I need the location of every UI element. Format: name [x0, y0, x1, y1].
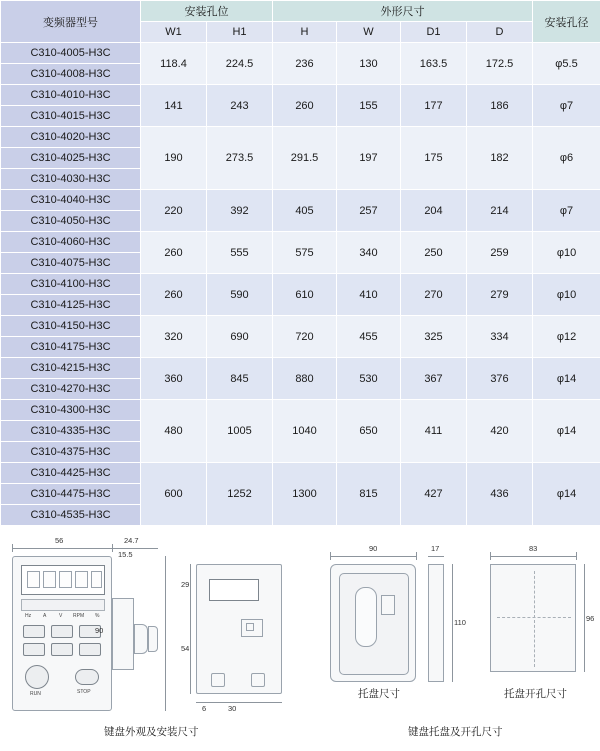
cell-model: C310-4010-H3C — [1, 85, 141, 106]
header-model: 变频器型号 — [1, 1, 141, 43]
dim-tray-h: 110 — [454, 618, 466, 627]
tray-window — [355, 587, 377, 647]
keypad-tray-side-view — [428, 564, 444, 682]
cell-d: 334 — [467, 316, 533, 358]
cell-d1: 204 — [401, 190, 467, 232]
caption-keypad-left: 键盘外观及安装尺寸 — [104, 724, 199, 739]
table-row — [1, 232, 600, 253]
cell-hole-diameter: φ14 — [533, 358, 600, 400]
cell-d: 182 — [467, 127, 533, 190]
cell-model: C310-4375-H3C — [1, 442, 141, 463]
cell-d: 279 — [467, 274, 533, 316]
cell-h1: 555 — [207, 232, 273, 274]
dim-hole-w: 83 — [529, 544, 537, 553]
cell-w: 455 — [337, 316, 401, 358]
plate-window — [209, 579, 259, 601]
table-row — [1, 400, 600, 421]
table-row — [1, 274, 600, 295]
cell-model: C310-4060-H3C — [1, 232, 141, 253]
cell-w1: 190 — [141, 127, 207, 190]
cell-w1: 141 — [141, 85, 207, 127]
key-right[interactable] — [79, 643, 101, 656]
cell-d1: 367 — [401, 358, 467, 400]
cell-model: C310-4175-H3C — [1, 337, 141, 358]
table-row — [1, 316, 600, 337]
caption-keypad-right: 键盘托盘及开孔尺寸 — [408, 724, 503, 739]
dim-plate-h2: 54 — [181, 644, 189, 653]
cell-model: C310-4075-H3C — [1, 253, 141, 274]
cell-d1: 325 — [401, 316, 467, 358]
table-group-header-row — [1, 1, 600, 22]
header-hole-diameter: 安装孔径 — [533, 1, 600, 43]
table-row — [1, 463, 600, 484]
cell-model: C310-4025-H3C — [1, 148, 141, 169]
key-left[interactable] — [51, 643, 73, 656]
cell-model: C310-4008-H3C — [1, 64, 141, 85]
table-row — [1, 358, 600, 379]
cell-h1: 273.5 — [207, 127, 273, 190]
dim-keypad-depth2: 15.5 — [118, 550, 133, 559]
keypad-unit-indicators — [21, 599, 105, 611]
tray-notch — [381, 595, 395, 615]
cell-model: C310-4215-H3C — [1, 358, 141, 379]
subheader-d1: D1 — [401, 22, 467, 43]
cell-w: 815 — [337, 463, 401, 526]
cell-h: 1040 — [273, 400, 337, 463]
dim-tray-depth: 17 — [431, 544, 439, 553]
cell-h1: 590 — [207, 274, 273, 316]
cell-model: C310-4050-H3C — [1, 211, 141, 232]
key-mode[interactable] — [51, 625, 73, 638]
cell-d1: 163.5 — [401, 43, 467, 85]
cell-d: 172.5 — [467, 43, 533, 85]
cell-d: 420 — [467, 400, 533, 463]
cell-w: 530 — [337, 358, 401, 400]
cell-model: C310-4535-H3C — [1, 505, 141, 526]
plate-bottom-tab-2 — [251, 673, 265, 687]
cell-h: 610 — [273, 274, 337, 316]
cell-h: 236 — [273, 43, 337, 85]
cell-h: 1300 — [273, 463, 337, 526]
subheader-h1: H1 — [207, 22, 273, 43]
subheader-h: H — [273, 22, 337, 43]
cell-d: 376 — [467, 358, 533, 400]
cell-model: C310-4125-H3C — [1, 295, 141, 316]
table-row — [1, 127, 600, 148]
cell-h1: 1252 — [207, 463, 273, 526]
cell-hole-diameter: φ7 — [533, 85, 600, 127]
dim-plate-b2: 30 — [228, 704, 236, 713]
cell-w1: 600 — [141, 463, 207, 526]
cell-model: C310-4030-H3C — [1, 169, 141, 190]
cell-d: 186 — [467, 85, 533, 127]
cell-d: 259 — [467, 232, 533, 274]
subheader-d: D — [467, 22, 533, 43]
cell-w: 155 — [337, 85, 401, 127]
label-tray-hole-size: 托盘开孔尺寸 — [504, 686, 567, 701]
drawing-area — [0, 526, 600, 751]
keypad-cable-ribs — [148, 626, 158, 652]
cell-h: 575 — [273, 232, 337, 274]
cell-w: 197 — [337, 127, 401, 190]
dim-tray-w: 90 — [369, 544, 377, 553]
cell-model: C310-4100-H3C — [1, 274, 141, 295]
header-mounting-holes: 安装孔位 — [141, 1, 273, 22]
cell-h: 260 — [273, 85, 337, 127]
cell-h1: 224.5 — [207, 43, 273, 85]
cell-h1: 1005 — [207, 400, 273, 463]
cell-hole-diameter: φ10 — [533, 232, 600, 274]
key-up[interactable] — [23, 625, 45, 638]
panel-cutout-view — [490, 564, 576, 672]
cell-w: 257 — [337, 190, 401, 232]
cell-h: 291.5 — [273, 127, 337, 190]
key-run[interactable] — [25, 665, 49, 689]
cell-h: 405 — [273, 190, 337, 232]
cell-d: 214 — [467, 190, 533, 232]
keypad-display — [21, 565, 105, 595]
keypad-side-connector — [112, 598, 134, 670]
cell-h: 880 — [273, 358, 337, 400]
plate-connector-pin — [246, 623, 254, 631]
cell-hole-diameter: φ6 — [533, 127, 600, 190]
table-row — [1, 85, 600, 106]
cell-model: C310-4335-H3C — [1, 421, 141, 442]
key-stop[interactable] — [75, 669, 99, 685]
cell-w1: 118.4 — [141, 43, 207, 85]
cell-d1: 177 — [401, 85, 467, 127]
cell-d1: 175 — [401, 127, 467, 190]
dim-hole-h: 96 — [586, 614, 594, 623]
keypad-mounting-plate — [196, 564, 282, 694]
cell-hole-diameter: φ5.5 — [533, 43, 600, 85]
cell-hole-diameter: φ10 — [533, 274, 600, 316]
cell-w: 410 — [337, 274, 401, 316]
cell-h1: 845 — [207, 358, 273, 400]
cell-w1: 260 — [141, 232, 207, 274]
cell-model: C310-4150-H3C — [1, 316, 141, 337]
cell-w: 130 — [337, 43, 401, 85]
keypad-cable-boss — [134, 624, 148, 654]
cell-d1: 427 — [401, 463, 467, 526]
key-down[interactable] — [23, 643, 45, 656]
cell-w1: 480 — [141, 400, 207, 463]
cell-w: 340 — [337, 232, 401, 274]
dim-keypad-depth: 24.7 — [124, 536, 139, 545]
cell-model: C310-4040-H3C — [1, 190, 141, 211]
cell-model: C310-4270-H3C — [1, 379, 141, 400]
cell-w1: 260 — [141, 274, 207, 316]
cell-d1: 250 — [401, 232, 467, 274]
cell-d1: 270 — [401, 274, 467, 316]
cell-model: C310-4475-H3C — [1, 484, 141, 505]
cell-model: C310-4020-H3C — [1, 127, 141, 148]
table-row — [1, 43, 600, 64]
dim-plate-b1: 6 — [202, 704, 206, 713]
keypad-tray-view — [330, 564, 416, 682]
subheader-w1: W1 — [141, 22, 207, 43]
cell-d: 436 — [467, 463, 533, 526]
subheader-w: W — [337, 22, 401, 43]
dim-keypad-height: 90 — [95, 626, 103, 635]
cell-hole-diameter: φ14 — [533, 463, 600, 526]
cell-w1: 360 — [141, 358, 207, 400]
cell-hole-diameter: φ14 — [533, 400, 600, 463]
header-outline-dims: 外形尺寸 — [273, 1, 533, 22]
cell-h1: 392 — [207, 190, 273, 232]
cell-w1: 220 — [141, 190, 207, 232]
keypad-front-view: Hz A V RPM % RUN STOP — [12, 556, 112, 711]
cell-model: C310-4300-H3C — [1, 400, 141, 421]
cell-h1: 690 — [207, 316, 273, 358]
cell-h1: 243 — [207, 85, 273, 127]
cell-w: 650 — [337, 400, 401, 463]
table-row — [1, 190, 600, 211]
cell-hole-diameter: φ7 — [533, 190, 600, 232]
cell-model: C310-4425-H3C — [1, 463, 141, 484]
cell-d1: 411 — [401, 400, 467, 463]
cell-model: C310-4005-H3C — [1, 43, 141, 64]
cell-h: 720 — [273, 316, 337, 358]
dim-plate-h1: 29 — [181, 580, 189, 589]
plate-bottom-tab — [211, 673, 225, 687]
cell-model: C310-4015-H3C — [1, 106, 141, 127]
label-tray-size: 托盘尺寸 — [358, 686, 400, 701]
cell-w1: 320 — [141, 316, 207, 358]
dim-keypad-width: 56 — [55, 536, 63, 545]
cell-hole-diameter: φ12 — [533, 316, 600, 358]
